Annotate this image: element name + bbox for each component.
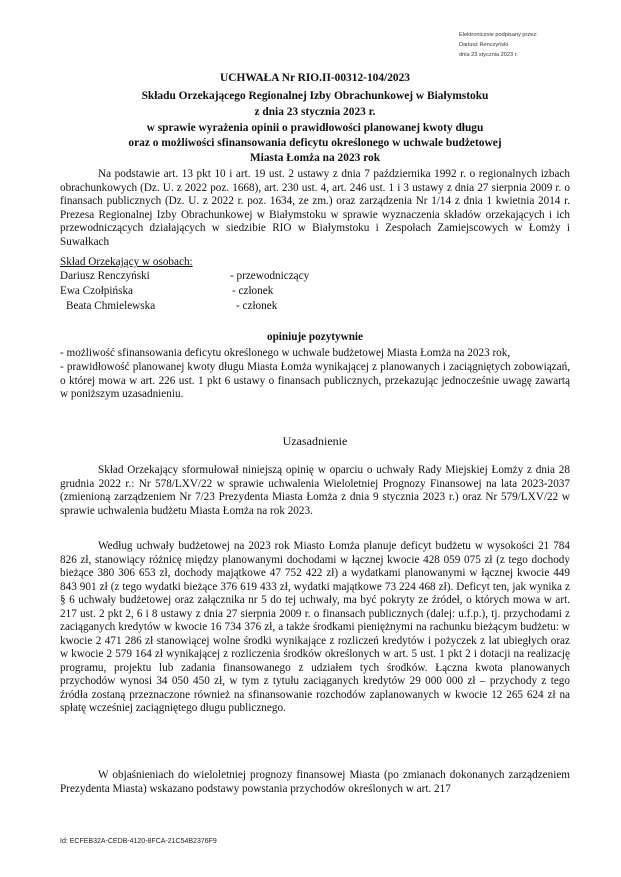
- panel-member-name: Dariusz Renczyński: [60, 270, 150, 282]
- panel-member-role: - przewodniczący: [230, 270, 310, 282]
- justification-paragraph-2: Według uchwały budżetowej na 2023 rok Miasto Łomża planuje deficyt budżetu w wysokości 21 784 826 zł, stanowiący różnicę między planowanymi dochodami w łącznej kwocie 428 059 075 zł (z tego dochody bieżące 380 306 653 zł, dochody majątkowe 47 752 422 zł) a wydatkami planowanymi w łącznej kwocie 449 843 901 zł (z tego wydatki bieżące 376 619 433 zł, wydatki majątkowe 73 224 468 zł). Deficyt ten, jak wynika z § 6 uchwały budżetowej oraz załącznika nr 5 do tej uchwały, ma być pokryty ze źródeł, o których mowa w art. 217 ust. 2 pkt 2, 6 i 8 ustawy z dnia 27 sierpnia 2009 r. o finansach publicznych (dalej: u.f.p.), tj. przychodami z zaciąganych kredytów w kwocie 16 734 376 zł, a także środkami pieniężnymi na rachunku bieżącym budżetu: w kwocie 2 471 286 zł stanowiącej wolne środki wynikające z rozliczeń kredytów i pożyczek z lat ubiegłych oraz w kwocie 2 579 164 zł wynikającej z rozliczenia środków określonych w art. 5 ust. 1 pkt 2 i dotacji na realizację programu, projektu lub zadania finansowanego z udziałem tych środków. Łączna kwota planowanych przychodów wynosi 34 050 450 zł, w tym z tytułu zaciąganych kredytów 29 000 000 zł – przychody z tego źródła zostaną przeznaczone również na sfinansowanie rozchodów zaplanowanych w kwocie 12 265 624 zł na spłatę wcześniej zaciągniętego długu publicznego.: [60, 540, 570, 714]
- subject-line-2: oraz o możliwości sfinansowania deficytu określonego w uchwale budżetowej: [128, 137, 502, 149]
- panel-member-role: - członek: [232, 285, 274, 297]
- panel-member-name: Beata Chmielewska: [66, 300, 156, 312]
- panel-heading: Skład Orzekający w osobach:: [60, 256, 193, 268]
- legal-basis-paragraph: Na podstawie art. 13 pkt 10 i art. 19 ust. 2 ustawy z dnia 7 października 1992 r. o regionalnych izbach obrachunkowych (Dz. U. z 2022 poz. 1668), art. 230 ust. 4, art. 246 ust. 1 i 3 ustawy z dnia 27 sierpnia 2009 r. o finansach publicznych (Dz. U. z 2022 r. poz. 1634, ze zm.) oraz zarządzenia Nr 1/14 z dnia 1 kwietnia 2014 r. Prezesa Regionalnej Izby Obrachunkowej w Białymstoku w sprawie wyznaczenia składów orzekających i ich przewodniczących działających w siedzibie RIO w Białymstoku i Zespołach Zamiejscowych w Łomży i Suwałkach: [60, 168, 570, 248]
- opinion-heading: opiniuje pozytywnie: [266, 331, 364, 343]
- justification-paragraph-1: Skład Orzekający sformułował niniejszą opinię w oparciu o uchwały Rady Miejskiej Łomży z dnia 28 grudnia 2022 r.: Nr 578/LXV/22 w sprawie uchwalenia Wieloletniej Prognozy Finansowej na lata 2023-2037 (zmienioną zarządzeniem Nr 7/23 Prezydenta Miasta Łomża z dnia 9 stycznia 2023 r.) oraz Nr 579/LXV/22 w sprawie uchwalenia budżetu Miasta Łomża na rok 2023.: [60, 464, 570, 517]
- resolution-date: z dnia 23 stycznia 2023 r.: [254, 106, 376, 118]
- justification-paragraph-3: W objaśnieniach do wieloletniej prognozy finansowej Miasta (po zmianach dokonanych zarządzeniem Prezydenta Miasta) wskazano podstawy powstania przychodów określonych w art. 217: [60, 769, 570, 795]
- resolution-title: UCHWAŁA Nr RIO.II-00312-104/2023: [220, 72, 410, 84]
- signature-date: dnia 23 stycznia 2023 r.: [459, 52, 518, 58]
- signature-line: Elektronicznie podpisany przez:: [459, 32, 538, 38]
- subject-line-3: Miasta Łomża na 2023 rok: [249, 152, 381, 164]
- document-id: Id: ECFEB32A-CEDB-4120-8FCA-21C54B2376F9: [60, 838, 217, 845]
- opinion-point-1: - możliwość sfinansowania deficytu określonego w uchwale budżetowej Miasta Łomża na 2023 rok,: [60, 347, 511, 359]
- justification-heading: Uzasadnienie: [282, 434, 348, 448]
- electronic-signature-note: [459, 30, 609, 60]
- subject-line-1: w sprawie wyrażenia opinii o prawidłowości planowanej kwoty długu: [146, 122, 484, 134]
- opinion-point-2: - prawidłowość planowanej kwoty długu Miasta Łomża wynikającej z planowanych i zaciągniętych zobowiązań, o której mowa w art. 226 ust. 1 pkt 6 ustawy o finansach publicznych, przekazując jednocześnie uwagę zawartą w poniższym uzasadnieniu.: [60, 361, 570, 400]
- panel-member-name: Ewa Czołpińska: [60, 285, 134, 297]
- panel-member-role: - członek: [236, 300, 278, 312]
- signature-signer: Dariusz Renczyński: [459, 42, 509, 48]
- issuing-body: Składu Orzekającego Regionalnej Izby Obrachunkowej w Białymstoku: [141, 90, 489, 102]
